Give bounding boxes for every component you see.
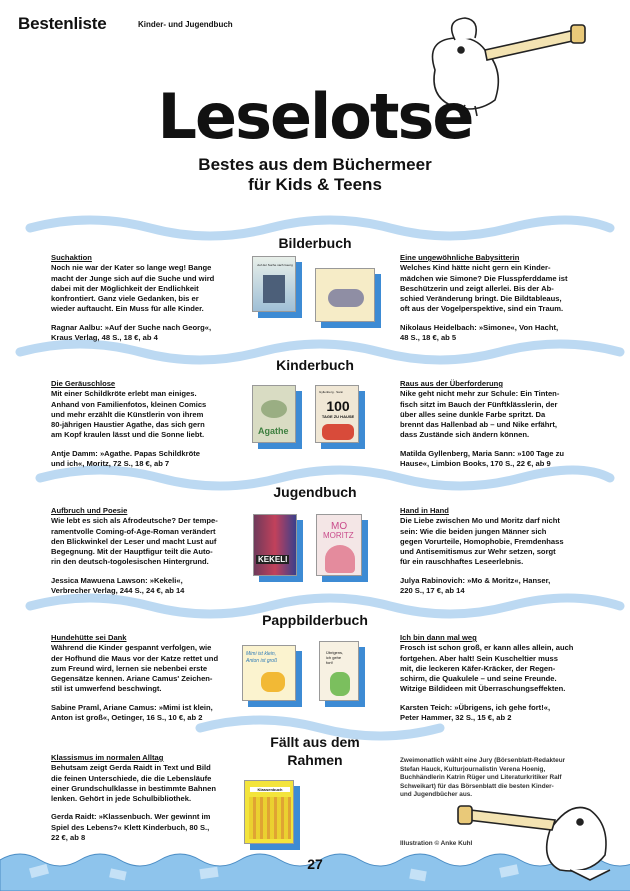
section-title-bilderbuch: Bilderbuch [278,235,352,251]
cover-mo-und-moritz: MO MORITZ [316,514,362,576]
article-body: Noch nie war der Kater so lange weg! Bange macht der Junge sich auf die Suche und wird dabei mit der Möglichkeit der Endlichkeit konfrontiert. Ganz viele Gedanken, bis er wieder auftaucht. Ein Muss für alle Kinder. [51,263,215,314]
article-source: Julya Rabinovich: »Mo & Moritz«, Hanser, 220 S., 17 €, ab 14 [400,575,551,596]
article-body: Welches Kind hätte nicht gern ein Kinder- mädchen wie Simone? Die Flusspferddame ist Beschützerin und zeigt allerlei. Bis der Ab- schied Veränderung bringt. Die Bildtableaus, oft aus der Vogelperspektive, sind ein Traum. [400,263,568,314]
subtitle [0,155,630,195]
subtitle-line-2: für Kids & Teens [248,175,382,194]
article-ich-bin-dann-mal-weg [400,633,630,723]
cover-uebrigens-ich-gehe-fort [319,641,359,701]
article-head: Suchaktion [51,253,92,262]
article-body: Während die Kinder gespannt verfolgen, wie der Hofhund die Maus vor der Katze rettet und zum Freund wird, lernen sie nebenbei erste Gegensätze kennen. Ariane Camus' Zeichen- stil ist umwerfend beschwingt. [51,643,219,694]
header-title: Bestenliste [18,14,107,33]
cover-mimi-ist-klein: Mimi ist klein, Anton ist groß [242,645,296,701]
article-aufbruch [51,506,286,596]
section-title-pappbilderbuch: Pappbilderbuch [262,612,368,628]
article-source: Sabine Praml, Ariane Camus: »Mimi ist klein, Anton ist groß«, Oetinger, 16 S., 10 €, ab 2 [51,702,213,723]
cover-klassenbuch: Klassenbuch [244,780,294,844]
article-head: Hundehütte sei Dank [51,633,127,642]
cover-uebrigens-title: Übrigens, ich gehe fort! [326,650,344,665]
article-head: Ich bin dann mal weg [400,633,477,642]
article-body: Frosch ist schon groß, er kann alles allein, auch fortgehen. Aber halt! Sein Kuscheltier muss mit, die leckeren Käfer-Kräcker, der Regen- schirm, die Quakulele – und seine Freunde. Witzige Bildideen mit Überraschungseffekten. [400,643,574,694]
article-source: Jessica Mawuena Lawson: »Kekeli«, Verbrecher Verlag, 244 S., 24 €, ab 14 [51,575,185,596]
article-source: Ragnar Aalbu: »Auf der Suche nach Georg«, Kraus Verlag, 48 S., 18 €, ab 4 [51,322,212,343]
cover-agathe: Agathe [252,385,296,443]
article-body: Nike geht nicht mehr zur Schule: Ein Tinten- fisch sitzt im Bauch der Fünftklässlerin, der über alles seine dunkle Farbe spritzt. Da brennt das Hallenbad ab – und Nike erfährt, dass Zustände sich ändern können. [400,389,560,440]
cover-simone [315,268,375,322]
cover-auf-der-suche-nach-georg: Auf der Suche nach Georg [252,256,296,312]
article-hand-in-hand [400,506,630,596]
article-source: Karsten Teich: »Übrigens, ich gehe fort!«, Peter Hammer, 32 S., 15 €, ab 2 [400,702,551,723]
article-head: Aufbruch und Poesie [51,506,128,515]
cover-kekeli: KEKELI [253,514,297,576]
header-section: Kinder- und Jugendbuch [138,20,233,29]
article-source: Nikolaus Heidelbach: »Simone«, Von Hacht, 48 S., 18 €, ab 5 [400,322,559,343]
article-source: Antje Damm: »Agathe. Papas Schildkröte und ich«, Moritz, 72 S., 18 €, ab 7 [51,448,200,469]
article-head: Eine ungewöhnliche Babysitterin [400,253,520,262]
article-body: Wie lebt es sich als Afrodeutsche? Der tempe- ramentvolle Coming-of-Age-Roman verändert den Blickwinkel der Leser und macht Lust auf Begegnung. Mit der Hauptfigur teilt die Auto- rin den deutsch-togolesischen Hintergrund. [51,516,218,567]
subtitle-line-1: Bestes aus dem Büchermeer [198,155,432,174]
article-ueberforderung [400,379,630,469]
article-body: Die Liebe zwischen Mo und Moritz darf nicht sein: Wie die beiden jungen Männer sich gegen Vorurteile, Homophobie, Fremdenhass und Antisemitismus zur Wehr setzen, sorgt für ein rauschhaftes Leseerlebnis. [400,516,564,567]
section-title-kinderbuch: Kinderbuch [276,357,354,373]
article-suchaktion [51,253,286,343]
article-head: Raus aus der Überforderung [400,379,503,388]
illustration-credit: Illustration © Anke Kuhl [400,840,473,847]
article-body: Mit einer Schildkröte erlebt man einiges. Anhand von Familienfotos, kleinen Comics und mehr erzählt die Künstlerin von ihrem 80-jährigen Haustier Agathe, das sich gern am Kopf kraulen lässt und die Sonne liebt. [51,389,207,440]
section-title-jugendbuch: Jugendbuch [273,484,357,500]
page-number: 27 [307,856,323,872]
cover-100-tage-zu-hause: Gyllenberg · Sann 100 TAGE ZU HAUSE [315,385,359,443]
article-body: Behutsam zeigt Gerda Raidt in Text und Bild die feinen Unterschiede, die die Lebensläufe einer Grundschulklasse in bestimmte Bahnen lenken. Gehört in jede Schulbibliothek. [51,763,217,804]
article-babysitterin [400,253,630,343]
article-head: Die Geräuschlose [51,379,116,388]
article-source: Matilda Gyllenberg, Maria Sann: »100 Tage zu Hause«, Limbion Books, 170 S., 22 €, ab 9 [400,448,565,469]
article-head: Hand in Hand [400,506,449,515]
article-geraeuschlose [51,379,286,469]
jury-note: Zweimonatlich wählt eine Jury (Börsenblatt-Redakteur Stefan Hauck, Kulturjournalistin Verena Hoenig, Buchhändlerin Katrin Rüger und Literaturkritiker Ralf Schweikart) für das Börsenblatt die besten Kinder- und Jugendbücher aus. [400,757,566,799]
section-title-faellt-line-2: Rahmen [287,752,343,768]
main-title: Leselotse [157,80,473,153]
article-head: Klassismus im normalen Alltag [51,753,164,762]
section-title-faellt-line-1: Fällt aus dem [270,734,360,750]
article-source: Gerda Raidt: »Klassenbuch. Wer gewinnt im Spiel des Lebens?« Klett Kinderbuch, 80 S., 22 €, ab 8 [51,812,211,843]
